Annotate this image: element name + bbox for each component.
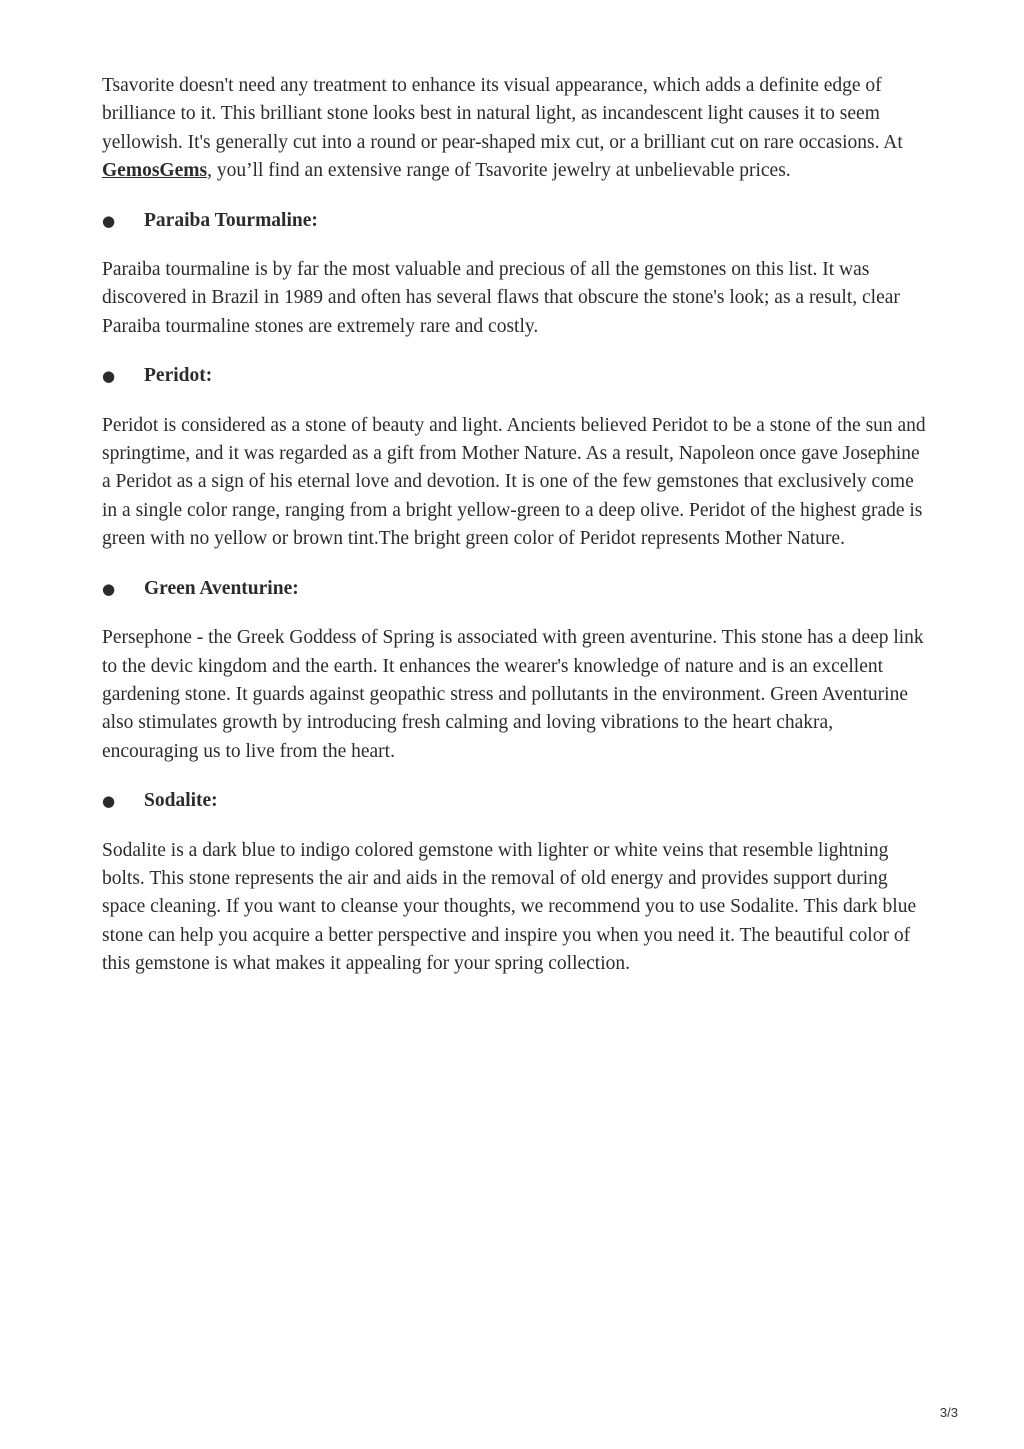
section-body-paraiba-tourmaline: Paraiba tourmaline is by far the most valuable and precious of all the gemstones on this list. It was discovered in Brazil in 1989 and often has several flaws that obscure the stone's look; as a result, clear Paraiba tourmaline stones are extremely rare and costly. xyxy=(102,259,900,337)
gemosgems-link[interactable]: GemosGems xyxy=(102,160,208,182)
section-body-sodalite: Sodalite is a dark blue to indigo colored gemstone with lighter or white veins that resemble lightning bolts. This stone represents the air and aids in the removal of old energy and provides support during space cleaning. If you want to cleanse your thoughts, we recommend you to use Sodalite. This dark blue stone can help you acquire a better perspective and inspire you when you need it. The beautiful color of this gemstone is what makes it appealing for your spring collection. xyxy=(102,839,917,975)
section-heading-sodalite xyxy=(102,787,932,815)
section-heading-text: Green Aventurine: xyxy=(144,577,299,599)
section-heading-green-aventurine xyxy=(102,575,932,603)
bullet-icon: ● xyxy=(102,792,116,811)
section-body-green-aventurine: Persephone - the Greek Goddess of Spring is associated with green aventurine. This stone has a deep link to the devic kingdom and the earth. It enhances the wearer's knowledge of nature and is an excellent gardening stone. It guards against geopathic stress and pollutants in the environment. Green Aventurine also stimulates growth by introducing fresh calming and loving vibrations to the heart chakra, encouraging us to live from the heart. xyxy=(102,627,924,762)
section-heading-text: Sodalite: xyxy=(144,790,218,812)
intro-paragraph xyxy=(102,72,932,186)
section-heading-text: Peridot: xyxy=(144,365,213,387)
section-heading-paraiba-tourmaline xyxy=(102,207,932,235)
intro-text-before-link: Tsavorite doesn't need any treatment to enhance its visual appearance, which adds a definite edge of brilliance to it. This brilliant stone looks best in natural light, as incandescent light causes it to seem yellowish. It's generally cut into a round or pear-shaped mix cut, or a brilliant cut on rare occasions. At xyxy=(102,75,903,153)
intro-text-after-link: , you’ll find an extensive range of Tsavorite jewelry at unbelievable prices. xyxy=(207,160,791,182)
section-body-peridot: Peridot is considered as a stone of beauty and light. Ancients believed Peridot to be a stone of the sun and springtime, and it was regarded as a gift from Mother Nature. As a result, Napoleon once gave Josephine a Peridot as a sign of his eternal love and devotion. It is one of the few gemstones that exclusively come in a single color range, ranging from a bright yellow-green to a deep olive. Peridot of the highest grade is green with no yellow or brown tint.The bright green color of Peridot represents Mother Nature. xyxy=(102,414,926,550)
page-number: 3/3 xyxy=(939,1405,958,1420)
document-content xyxy=(102,72,932,1000)
section-heading-peridot xyxy=(102,362,932,390)
bullet-icon: ● xyxy=(102,211,116,230)
bullet-icon: ● xyxy=(102,579,116,598)
section-heading-text: Paraiba Tourmaline: xyxy=(144,209,318,231)
bullet-icon: ● xyxy=(102,367,116,386)
